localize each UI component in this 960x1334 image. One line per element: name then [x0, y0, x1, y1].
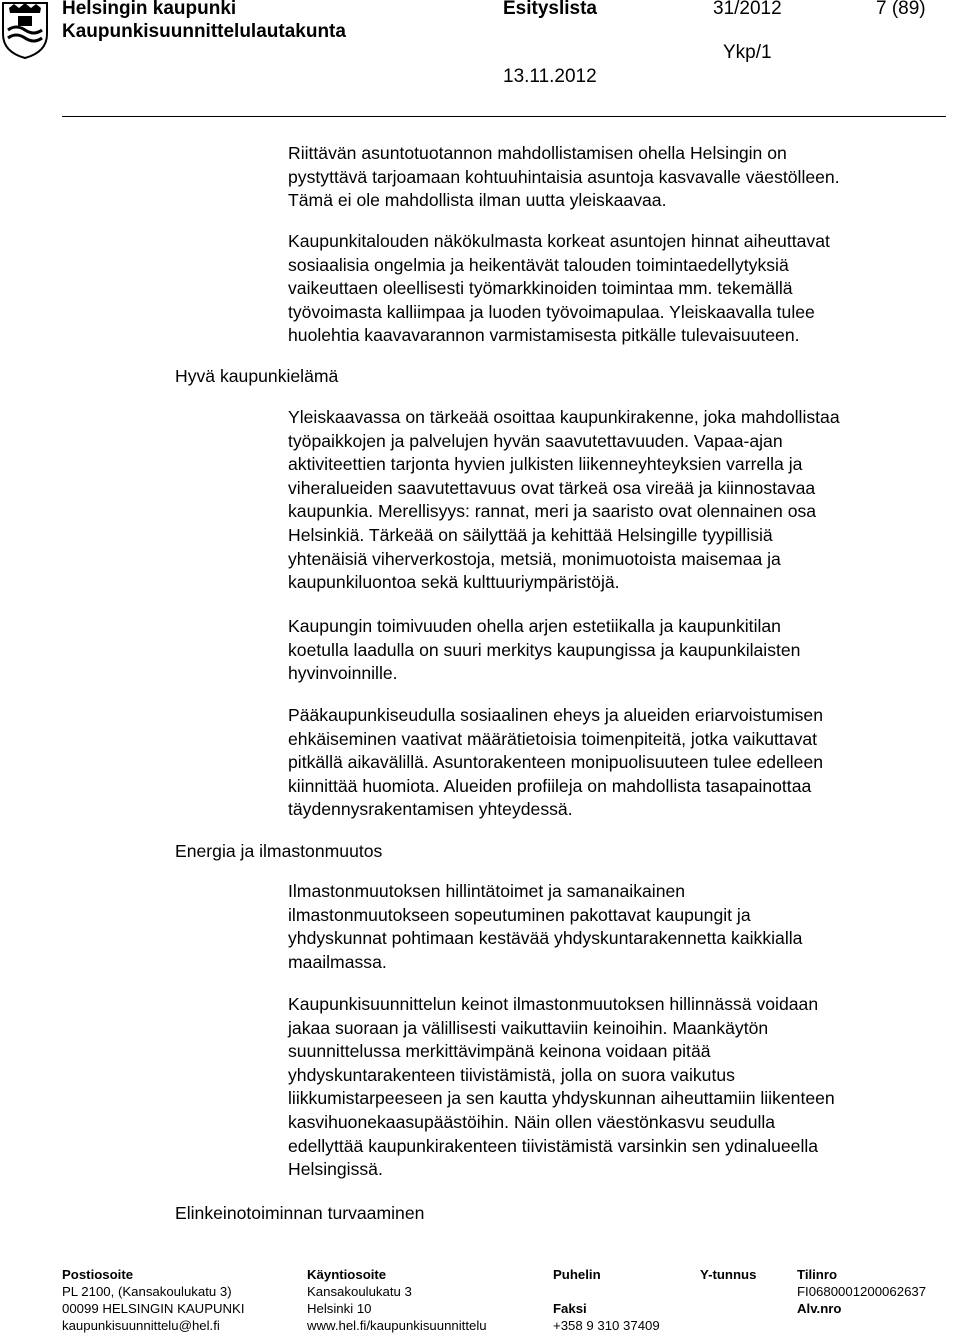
footer-postal-address: Postiosoite PL 2100, (Kansakoulukatu 3) 00099 HELSINGIN KAUPUNKI kaupunkisuunnittelu@hel.fi: [62, 1267, 245, 1333]
footer-email-link[interactable]: kaupunkisuunnittelu@hel.fi: [62, 1318, 220, 1333]
page-number: 7 (89): [876, 0, 926, 19]
document-type: Esityslista: [503, 0, 597, 19]
section-code: Ykp/1: [723, 42, 772, 63]
paragraph: Yleiskaavassa on tärkeää osoittaa kaupunkirakenne, joka mahdollistaa työpaikkojen ja palvelujen hyvän saavutettavuuden. Vapaa-ajan aktiviteettien tarjonta hyvien julkisten liikenneyhteyksien varrella ja viheralueiden saavutettavuus ovat tärkeä osa vireää ja kiinnostavaa kaupunkia. Merellisyys: rannat, meri ja saaristo ovat olennainen osa Helsinkiä. Tärkeää on säilyttää ja kehittää Helsingille tyypillisiä yhtenäisiä viherverkostoja, metsiä, monimuotoista maisemaa ja kaupunkiluontoa sekä kulttuuriympäristöjä.: [288, 407, 840, 593]
section-heading: Energia ja ilmastonmuutos: [175, 841, 383, 861]
footer-business-id: Y-tunnus: [700, 1267, 757, 1282]
document-number: 31/2012: [713, 0, 782, 19]
meeting-date: 13.11.2012: [503, 66, 597, 87]
paragraph: Riittävän asuntotuotannon mahdollistamisen ohella Helsingin on pystyttävä tarjoamaan kohtuuhintaisia asuntoja kasvavalle väestölleen. Tämä ei ole mahdollista ilman uutta yleiskaavaa.: [288, 143, 840, 211]
section-heading: Elinkeinotoiminnan turvaaminen: [175, 1203, 425, 1223]
paragraph: Pääkaupunkiseudulla sosiaalinen eheys ja alueiden eriarvoistumisen ehkäiseminen vaativat määrätietoisia toimenpiteitä, jotka vaikuttavat pitkällä aikavälillä. Asuntorakenteen monipuolisuuteen tulee edelleen kiinnittää huomiota. Alueiden profiileja on mahdollista tasapainottaa täydennysrakentamisen yhteydessä.: [288, 705, 824, 820]
board-name: Kaupunkisuunnittelulautakunta: [62, 21, 346, 42]
footer-phone: Puhelin Faksi +358 9 310 37409: [553, 1267, 660, 1333]
footer-visiting-address: Käyntiosoite Kansakoulukatu 3 Helsinki 10 www.hel.fi/kaupunkisuunnittelu: [307, 1267, 487, 1333]
paragraph: Ilmastonmuutoksen hillintätoimet ja samanaikainen ilmastonmuutokseen sopeutuminen pakottavat kaupungit ja yhdyskunnat pohtimaan kestävää yhdyskuntarakennetta kaikkialla maailmassa.: [288, 881, 803, 972]
paragraph: Kaupungin toimivuuden ohella arjen estetiikalla ja kaupunkitilan koetulla laadulla on suuri merkitys kaupungissa ja kaupunkilaisten hyvinvoinnille.: [288, 616, 801, 684]
footer-account-number: Tilinro FI0680001200062637 Alv.nro: [797, 1267, 927, 1316]
helsinki-crest-icon: [0, 0, 50, 60]
paragraph: Kaupunkisuunnittelun keinot ilmastonmuutoksen hillinnässä voidaan jakaa suoraan ja välillisesti vaikuttaviin keinoihin. Maankäytön suunnittelussa merkittävimpänä keinona voidaan pitää yhdyskuntarakenteen tiivistämistä, jolla on suora vaikutus liikkumistarpeeseen ja sen kautta yhdyskunnan aiheuttamiin liikenteen kasvihuonekaasupäästöihin. Näin ollen väestönkasvu seudulla edellyttää kaupunkirakenteen tiivistämistä varsinkin sen ydinalueella Helsingissä.: [288, 994, 835, 1180]
footer-website-link[interactable]: www.hel.fi/kaupunkisuunnittelu: [307, 1318, 487, 1333]
header-divider: [62, 116, 946, 117]
organization-name: Helsingin kaupunki: [62, 0, 237, 19]
section-heading: Hyvä kaupunkielämä: [175, 366, 339, 386]
paragraph: Kaupunkitalouden näkökulmasta korkeat asuntojen hinnat aiheuttavat sosiaalisia ongelmia ja heikentävät talouden toimintaedellytyksiä vaikeuttaen oleellisesti työmarkkinoiden toimintaa mm. tekemällä työvoimasta kalliimpaa ja luoden työvoimapulaa. Yleiskaavalla tulee huolehtia kaavavarannon varmistamisesta pitkälle tulevaisuuteen.: [288, 231, 830, 346]
